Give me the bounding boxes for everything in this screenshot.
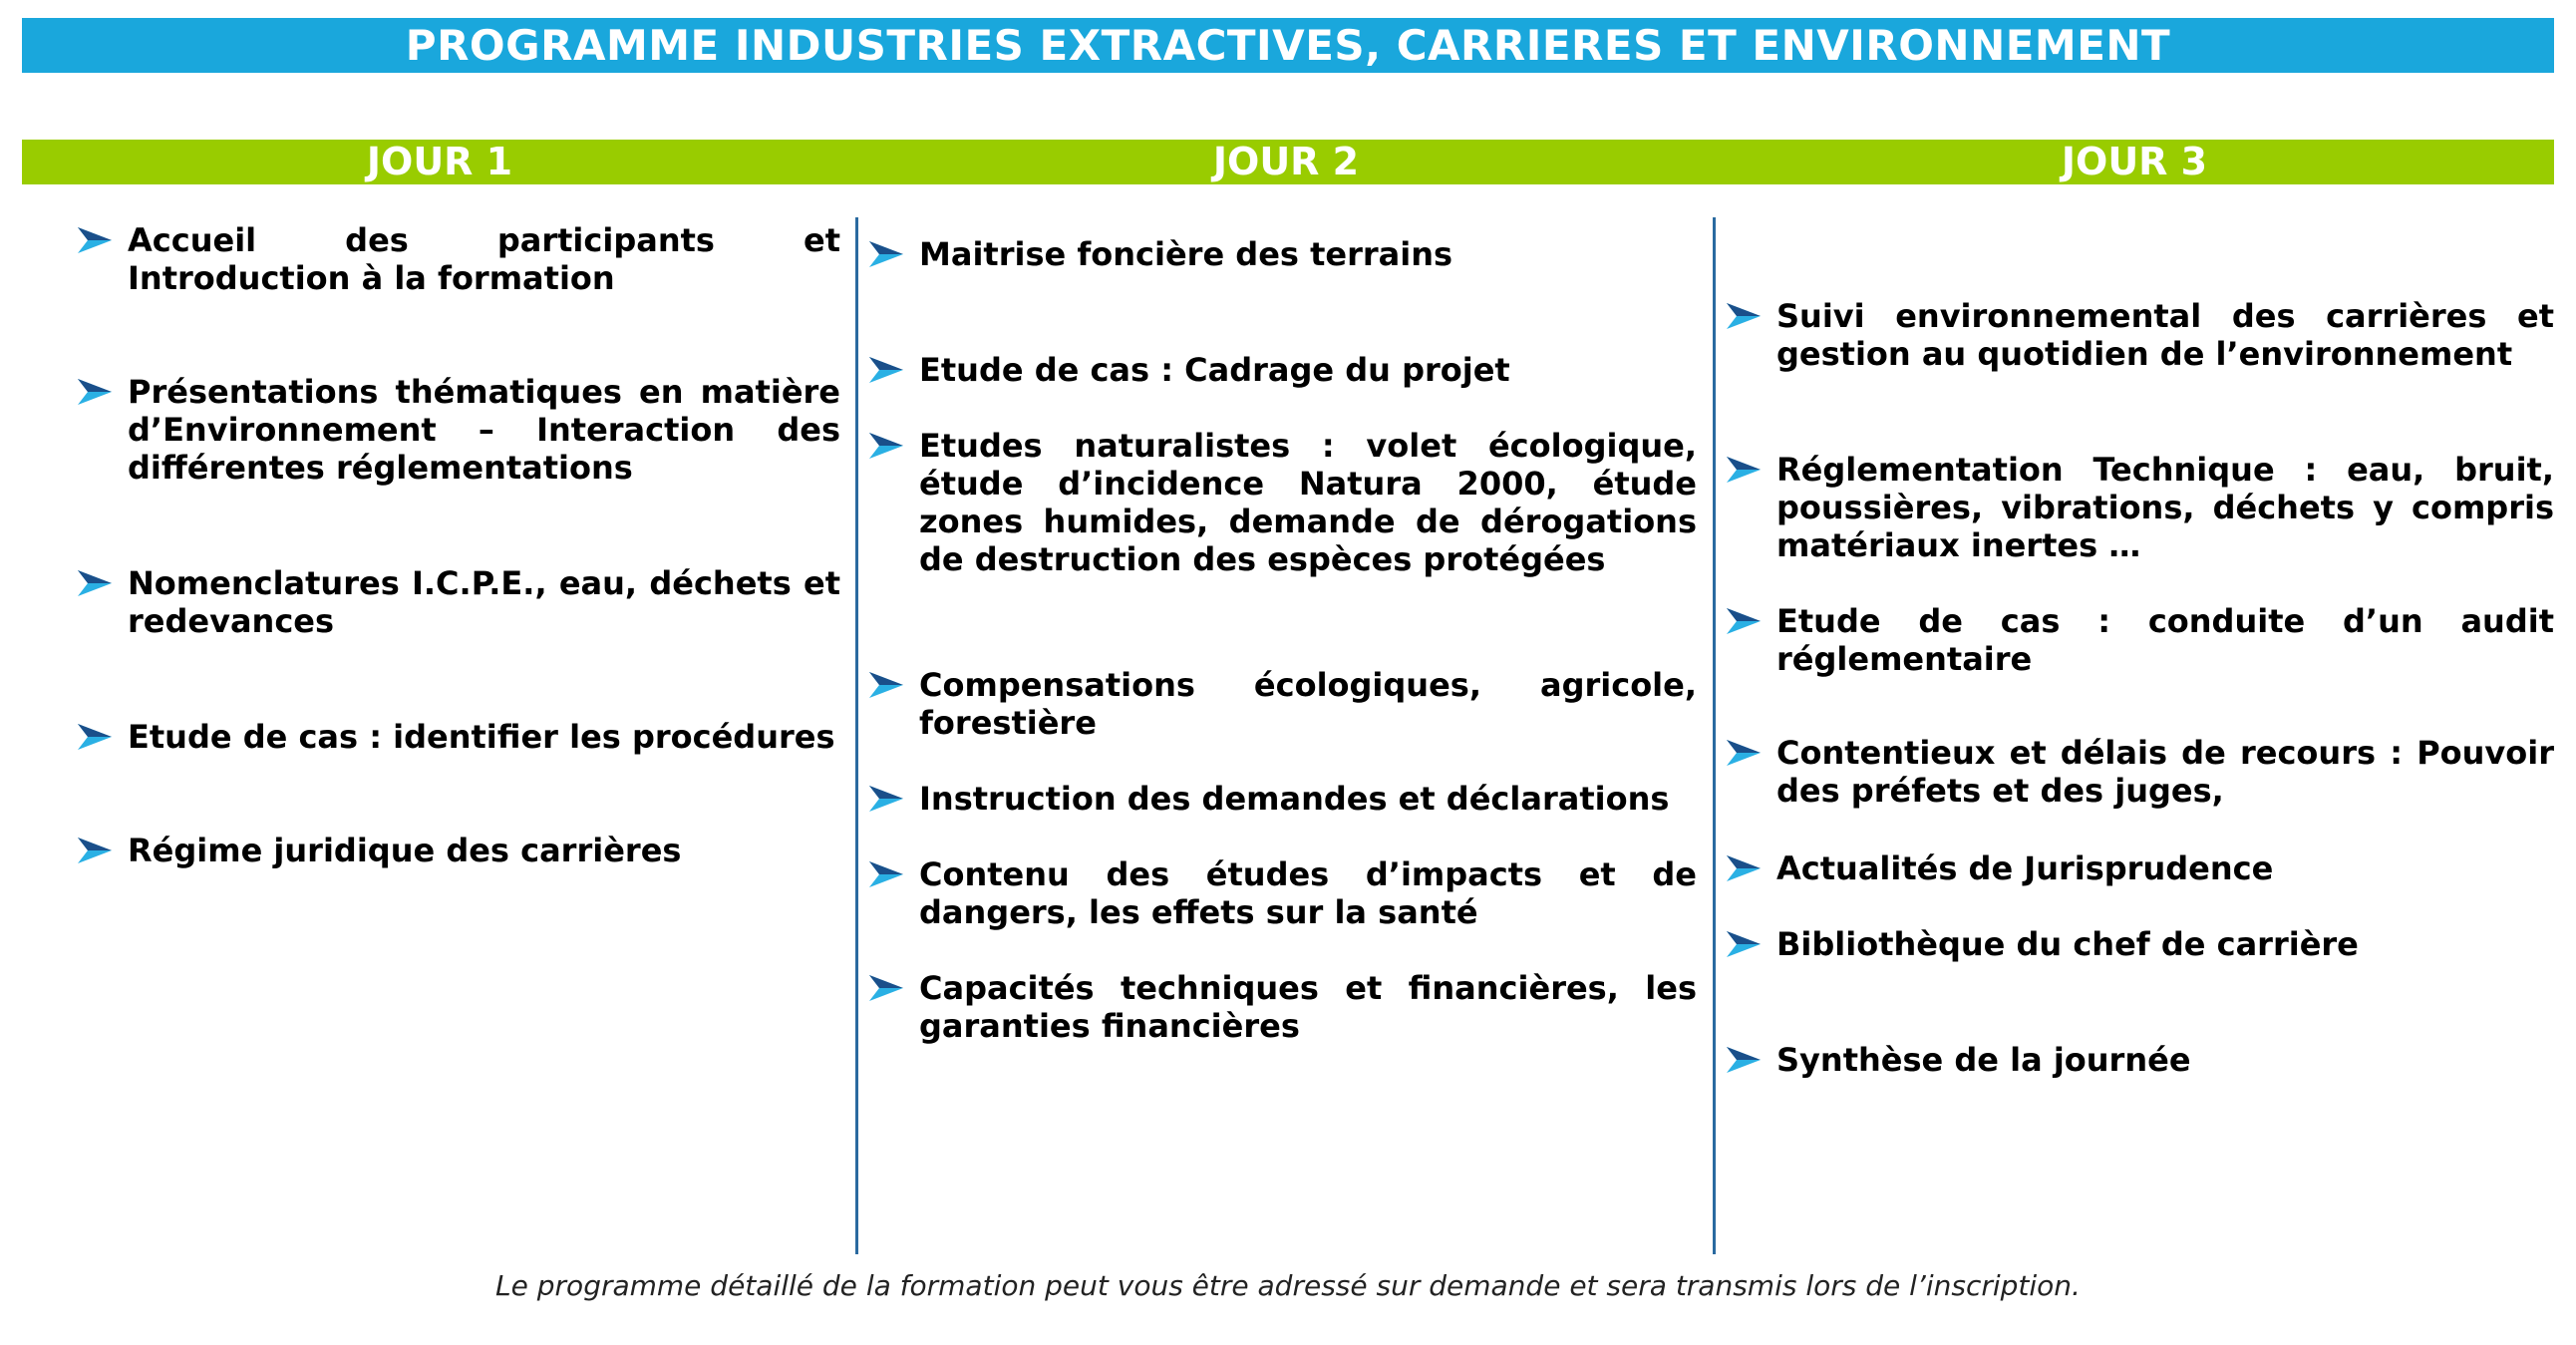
jour1-item [128, 373, 840, 487]
jour2-item [919, 427, 1697, 578]
jour1-item [128, 221, 840, 297]
jour2-item [919, 666, 1697, 742]
jour3-item [1776, 925, 2554, 963]
column-divider-1 [855, 217, 858, 1254]
item-text: Suivi environnemental des carrières et gestion au quotidien de l’environnement [1776, 297, 2554, 373]
item-text: Réglementation Technique : eau, bruit, poussières, vibrations, déchets y compris matériaux inertes … [1776, 451, 2554, 564]
jour3-item [1776, 734, 2554, 810]
footer-note: Le programme détaillé de la formation peut vous être adressé sur demande et sera transmis lors de l’inscription. [495, 1269, 2081, 1302]
arrow-bullet-icon [1727, 608, 1761, 634]
jour1-item [128, 564, 840, 640]
item-text: Régime juridique des carrières [128, 832, 682, 869]
arrow-bullet-icon [78, 570, 112, 596]
arrow-bullet-icon [869, 672, 903, 698]
days-header-bar [22, 140, 2554, 184]
arrow-bullet-icon [1727, 1047, 1761, 1073]
day-3-header: JOUR 3 [2061, 140, 2208, 183]
item-text: Accueil des participants et Introduction à la formation [128, 221, 840, 297]
jour2-item [919, 855, 1697, 931]
item-text: Etude de cas : Cadrage du projet [919, 351, 1510, 389]
day-2-header: JOUR 2 [1212, 140, 1360, 183]
column-divider-2 [1713, 217, 1716, 1254]
jour1-item [128, 718, 840, 756]
jour3-item [1776, 297, 2554, 373]
arrow-bullet-icon [869, 861, 903, 887]
item-text: Compensations écologiques, agricole, forestière [919, 666, 1697, 742]
arrow-bullet-icon [1727, 931, 1761, 957]
item-text: Instruction des demandes et déclarations [919, 780, 1670, 818]
item-text: Etude de cas : identifier les procédures [128, 718, 835, 756]
jour2-item [919, 969, 1697, 1045]
item-text: Nomenclatures I.C.P.E., eau, déchets et redevances [128, 564, 840, 640]
item-text: Bibliothèque du chef de carrière [1776, 925, 2359, 963]
arrow-bullet-icon [1727, 855, 1761, 881]
jour3-item [1776, 849, 2554, 887]
item-text: Capacités techniques et financières, les garanties financières [919, 969, 1697, 1045]
item-text: Actualités de Jurisprudence [1776, 849, 2274, 887]
jour2-item [919, 351, 1697, 389]
jour3-item [1776, 602, 2554, 678]
arrow-bullet-icon [869, 975, 903, 1001]
jour2-item [919, 235, 1697, 273]
arrow-bullet-icon [869, 241, 903, 267]
day-1-header: JOUR 1 [366, 140, 513, 183]
page-title: PROGRAMME INDUSTRIES EXTRACTIVES, CARRIERES ET ENVIRONNEMENT [22, 18, 2554, 73]
item-text: Maitrise foncière des terrains [919, 235, 1453, 273]
item-text: Etude de cas : conduite d’un audit réglementaire [1776, 602, 2554, 678]
arrow-bullet-icon [78, 379, 112, 405]
item-text: Etudes naturalistes : volet écologique, étude d’incidence Natura 2000, étude zones humides, demande de dérogations de destruction des espèces protégées [919, 427, 1697, 578]
jour3-item [1776, 451, 2554, 564]
arrow-bullet-icon [78, 724, 112, 750]
jour2-item [919, 780, 1697, 818]
arrow-bullet-icon [869, 357, 903, 383]
arrow-bullet-icon [1727, 303, 1761, 329]
item-text: Contentieux et délais de recours : Pouvoir des préfets et des juges, [1776, 734, 2554, 810]
jour3-item [1776, 1041, 2554, 1079]
arrow-bullet-icon [78, 227, 112, 253]
arrow-bullet-icon [1727, 457, 1761, 483]
item-text: Synthèse de la journée [1776, 1041, 2191, 1079]
arrow-bullet-icon [869, 433, 903, 459]
item-text: Contenu des études d’impacts et de dangers, les effets sur la santé [919, 855, 1697, 931]
arrow-bullet-icon [78, 838, 112, 863]
arrow-bullet-icon [1727, 740, 1761, 766]
item-text: Présentations thématiques en matière d’Environnement – Interaction des différentes réglementations [128, 373, 840, 487]
arrow-bullet-icon [869, 786, 903, 812]
jour1-item [128, 832, 840, 869]
